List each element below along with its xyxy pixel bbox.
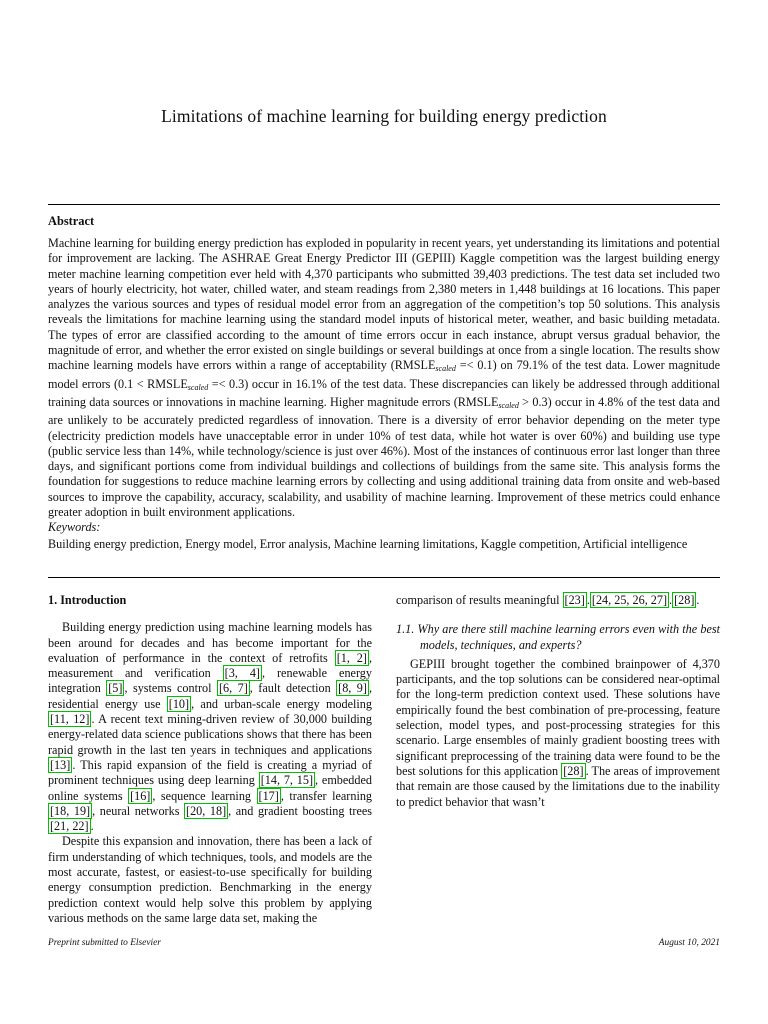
citation-link[interactable]: [10] [168,696,190,711]
subsection-heading: 1.1. Why are there still machine learning errors even with the best models, techniques, and experts? [396,622,720,652]
middle-rule [48,577,720,578]
citation-link[interactable]: [16] [130,788,151,803]
citation-link[interactable]: [6, 7] [218,681,248,696]
citation-link[interactable]: [5] [108,681,123,696]
footer-date: August 10, 2021 [658,938,720,948]
citation-link[interactable]: [28] [563,763,584,778]
right-column [396,593,720,810]
left-column [48,593,372,926]
abstract-heading: Abstract [48,214,95,228]
citation-link[interactable]: [28] [674,593,695,607]
citation-link[interactable]: [8, 9] [338,681,367,696]
abstract-text: Machine learning for building energy prediction has exploded in popularity in recent years, yet understanding its limitations and potential for improvement are lacking. The ASHRAE Great Energy Predictor III (GEPIII) Kaggle competition was the largest building energy meter machine learning competition ever held with 4,370 participants who submitted 39,403 predictions. The test data set included two years of hourly electricity, hot water, chilled water, and steam readings from 2,380 meters in 1,448 buildings at 16 locations. This paper analyzes the various sources and types of residual model error from an aggregation of the competition’s top 50 solutions. This analysis reveals the limitations for machine learning using the standard model inputs of historical meter, weather, and basic building metadata. The types of error are classified according to the amount of time errors occur in each instance, abrupt versus gradual behavior, the magnitude of error, and whether the error existed on single buildings or several buildings at once from a single location. The results show machine learning models have errors within a range of acceptability $(RMSLE_{scaled} =< 0.1)$ on 79.1% of the test data. Lower magnitude model errors $(0.1 < RMSLE_{scaled} =< 0.3)$ occur in 16.1% of the test data. These discrepancies can likely be addressed through additional training data sources or innovations in machine learning. Higher magnitude errors $(RMSLE_{scaled} > 0.3)$ occur in 4.8% of the test data and are unlikely to be accurately predicted regardless of innovation. There is a diversity of error behavior depending on the meter type (electricity prediction models have unacceptable error in under 10% of test data, while hot water is over 60%) and building use type (public service less than 14%, while technology/science is just over 46%). Most of the instances of continuous error last longer than three days, and significant portions come from individual buildings and collections of buildings from the same site. This analysis forms the foundation for suggestions to reduce machine learning errors by collecting and using additional training data from onsite and web-based sources to improve the capability, accuracy, scalability, and usability of machine learning. Improvement of these metrics could enhance greater adoption in built environment applications. [48,236,720,520]
intro-paragraph-2-start: Despite this expansion and innovation, there has been a lack of firm understanding of which techniques, tools, and models are the most accurate, fastest, or easiest-to-use specifically for building energy consumption prediction. Benchmarking in the energy prediction context would help solve this problem by applying various methods on the same large data set, making the [48,834,372,925]
intro-paragraph-3: GEPIII brought together the combined brainpower of 4,370 participants, and the top solutions can be considered near-optimal for the long-term prediction context used. These solutions have empirically found the best combination of pre-processing, feature selection, model types, and post-processing strategies for this scenario. Large ensembles of mainly gradient boosting trees with significant preprocessing of the training data were found to be the best solutions for this application [28] . The areas of improvement that remain are those caused by the limitations due to the inability to predict behavior that wasn’t [396,656,720,809]
keywords-heading: Keywords: [48,520,101,534]
intro-paragraph-1: Building energy prediction using machine learning models has been around for decades and has become important for the evaluation of performance in the context of retrofits [1, 2] , measurement and verification [3, 4] , renewable energy integration [5] , systems control [6, 7] , fault detection [8, 9] , residential energy use [10] , and urban-scale energy modeling [11, 12] . A recent text mining-driven review of 30,000 building energy-related data science publications shows that there has been rapid growth in the last ten years in techniques and applications [13] . This rapid expansion of the field is creating a myriad of prominent techniques using deep learning [14, 7, 15] , embedded online systems [16] , sequence learning [17] , transfer learning [18, 19] , neural networks [20, 18] , and gradient boosting trees [21, 22] . [48,620,373,834]
footer-preprint-note: Preprint submitted to Elsevier [48,938,161,948]
citation-link[interactable]: [17] [258,788,279,803]
section-heading-introduction: 1. Introduction [48,593,127,607]
citation-link[interactable]: [11, 12] [50,712,90,727]
paper-title: Limitations of machine learning for building energy prediction [161,106,607,126]
top-rule [48,204,720,205]
citation-link[interactable]: [1, 2] [336,650,367,665]
citation-link[interactable]: [24, 25, 26, 27] [591,593,668,607]
citation-link[interactable]: [18, 19] [50,803,91,818]
citation-link[interactable]: [13] [50,757,71,772]
keywords-text: Building energy prediction, Energy model, Error analysis, Machine learning limitations, Kaggle competition, Artificial intelligence [48,537,688,551]
citation-link[interactable]: [20, 18] [186,803,227,818]
citation-link[interactable]: [23] [564,593,585,607]
citation-link[interactable]: [21, 22] [50,819,89,834]
citation-link[interactable]: [14, 7, 15] [260,773,314,788]
citation-link[interactable]: [3, 4] [224,666,260,681]
intro-paragraph-2-continued: comparison of results meaningful [23] . [24, 25, 26, 27] . [28] . [396,593,700,607]
